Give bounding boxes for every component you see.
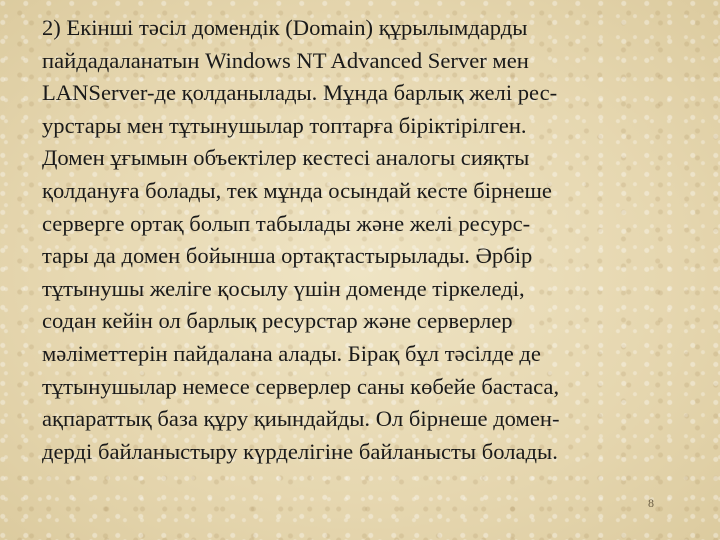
text-line: серверге ортақ болып табылады және желі ресурс- [42,210,531,236]
text-line: тары да домен бойынша ортақтастырылады. Әрбір [42,243,533,269]
text-line: LANServer-де қолданылады. Мұнда барлық желі рес- [42,80,558,106]
text-line: тұтынушылар немесе серверлер саны көбейе бастаса, [42,373,560,399]
text-line: урстары мен тұтынушылар топтарға біріктірілген. [42,112,527,138]
text-line: ақпараттық база құру қиындайды. Ол бірнеше домен- [42,406,560,432]
text-line: содан кейін ол барлық ресурстар және серверлер [42,308,513,334]
text-line: Домен ұғымын объектілер кестесі аналогы сияқты [42,145,530,171]
text-line: 2) Екінші тәсіл домендік (Domain) құрылымдарды [42,15,528,40]
text-line: дерді байланыстыру күрделігіне байланысты болады. [42,438,558,464]
page-number: 8 [648,496,654,510]
body-text [42,12,692,468]
text-line: қолдануға болады, тек мұнда осындай кесте бірнеше [42,177,552,203]
text-line: тұтынушы желіге қосылу үшін доменде тіркеледі, [42,275,525,301]
text-line: мәліметтерін пайдалана алады. Бірақ бұл тәсілде де [42,340,541,366]
text-line: пайдадаланатын Windows NT Advanced Server мен [42,47,529,73]
